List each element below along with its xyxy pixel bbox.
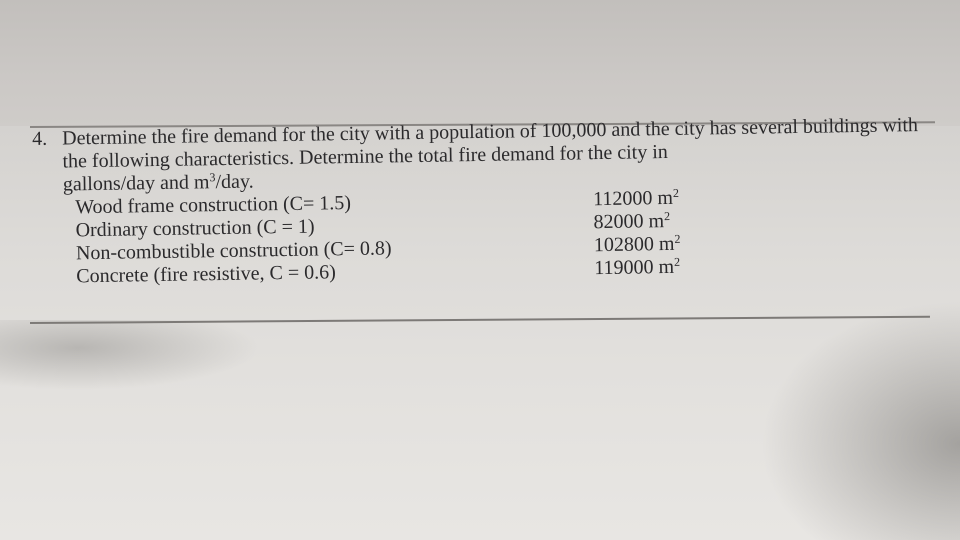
- building-list: [75, 183, 924, 288]
- shadow-left: [0, 320, 260, 390]
- problem-4: [32, 114, 924, 289]
- area-value: 112000 m: [593, 186, 674, 211]
- question-text: Determine the fire demand for the city with a population of 100,000 and the city has several buildings with the following characteristics. Determine the total fire demand for the city in: [61, 114, 919, 173]
- building-label: Concrete (fire resistive, C = 0.6): [76, 261, 337, 288]
- building-area: [594, 256, 680, 280]
- units-suffix: /day.: [215, 170, 254, 194]
- area-value: 102800 m: [593, 232, 675, 257]
- area-superscript: 2: [663, 208, 671, 224]
- building-label: Ordinary construction (C = 1): [75, 215, 315, 242]
- shadow-right: [760, 300, 960, 540]
- area-value: 82000 m: [593, 210, 665, 234]
- background-paper-top: [0, 0, 960, 128]
- building-area: [593, 210, 670, 234]
- question-number: 4.: [32, 127, 48, 150]
- units-superscript: 3: [209, 170, 216, 185]
- area-superscript: 2: [672, 185, 680, 200]
- area-superscript: 2: [673, 254, 681, 269]
- area-value: 119000 m: [594, 255, 675, 280]
- area-superscript: 2: [674, 231, 681, 246]
- building-label: Wood frame construction (C= 1.5): [75, 192, 352, 219]
- building-area: [594, 233, 681, 257]
- units-prefix: gallons/day and m: [62, 171, 210, 196]
- building-label: Non-combustible construction (C= 0.8): [75, 237, 392, 265]
- building-area: [593, 187, 679, 211]
